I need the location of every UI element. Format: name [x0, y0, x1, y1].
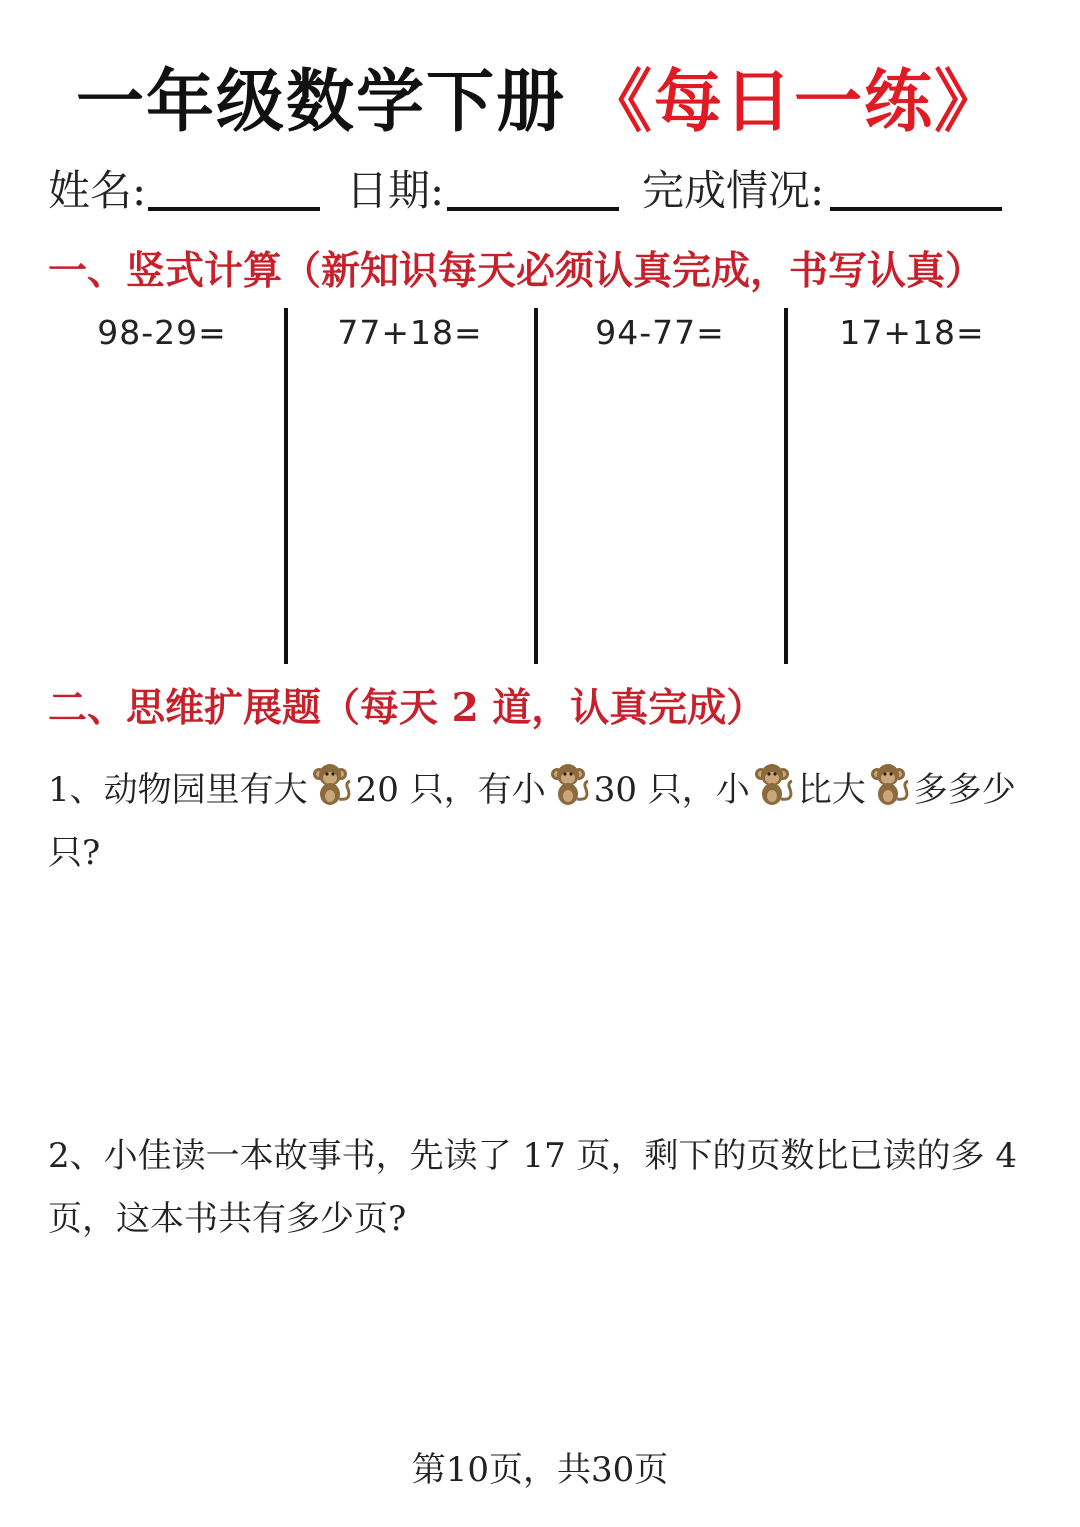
column-divider — [784, 308, 788, 664]
monkey-icon — [310, 761, 354, 807]
equation-2: 77+18= — [337, 313, 483, 352]
status-label: 完成情况: — [642, 166, 825, 215]
problem-1-text: 30 只，小 — [593, 770, 750, 810]
page-footer: 第10页，共30页 — [411, 1450, 669, 1490]
name-field[interactable] — [148, 207, 320, 211]
column-divider — [534, 308, 538, 664]
equation-4: 17+18= — [839, 313, 985, 352]
status-field[interactable] — [830, 207, 1002, 211]
problem-1 — [48, 759, 1038, 885]
monkey-icon — [868, 761, 912, 807]
monkey-icon — [548, 761, 592, 807]
problem-1-text: 20 只，有小 — [355, 770, 546, 810]
problem-1-text: 比大 — [797, 770, 866, 810]
date-label: 日期: — [346, 166, 445, 215]
name-label: 姓名: — [48, 166, 147, 215]
title-highlight: 《每日一练》 — [584, 63, 1005, 142]
page-title — [0, 58, 1080, 148]
monkey-icon — [752, 761, 796, 807]
equation-1: 98-29= — [97, 313, 227, 352]
date-field[interactable] — [447, 207, 619, 211]
section1-heading: 一、竖式计算（新知识每天必须认真完成，书写认真） — [48, 248, 985, 294]
problem-1-text: 1、动物园里有大 — [48, 770, 308, 810]
column-divider — [284, 308, 288, 664]
title-main: 一年级数学下册 — [75, 63, 566, 142]
section2-heading: 二、思维扩展题（每天 2 道，认真完成） — [48, 685, 766, 731]
equation-3: 94-77= — [595, 313, 725, 352]
problem-2: 2、小佳读一本故事书，先读了 17 页，剩下的页数比已读的多 4 页，这本书共有多少页? — [48, 1136, 1017, 1239]
problem-1-text: 多多少只? — [48, 770, 1016, 873]
